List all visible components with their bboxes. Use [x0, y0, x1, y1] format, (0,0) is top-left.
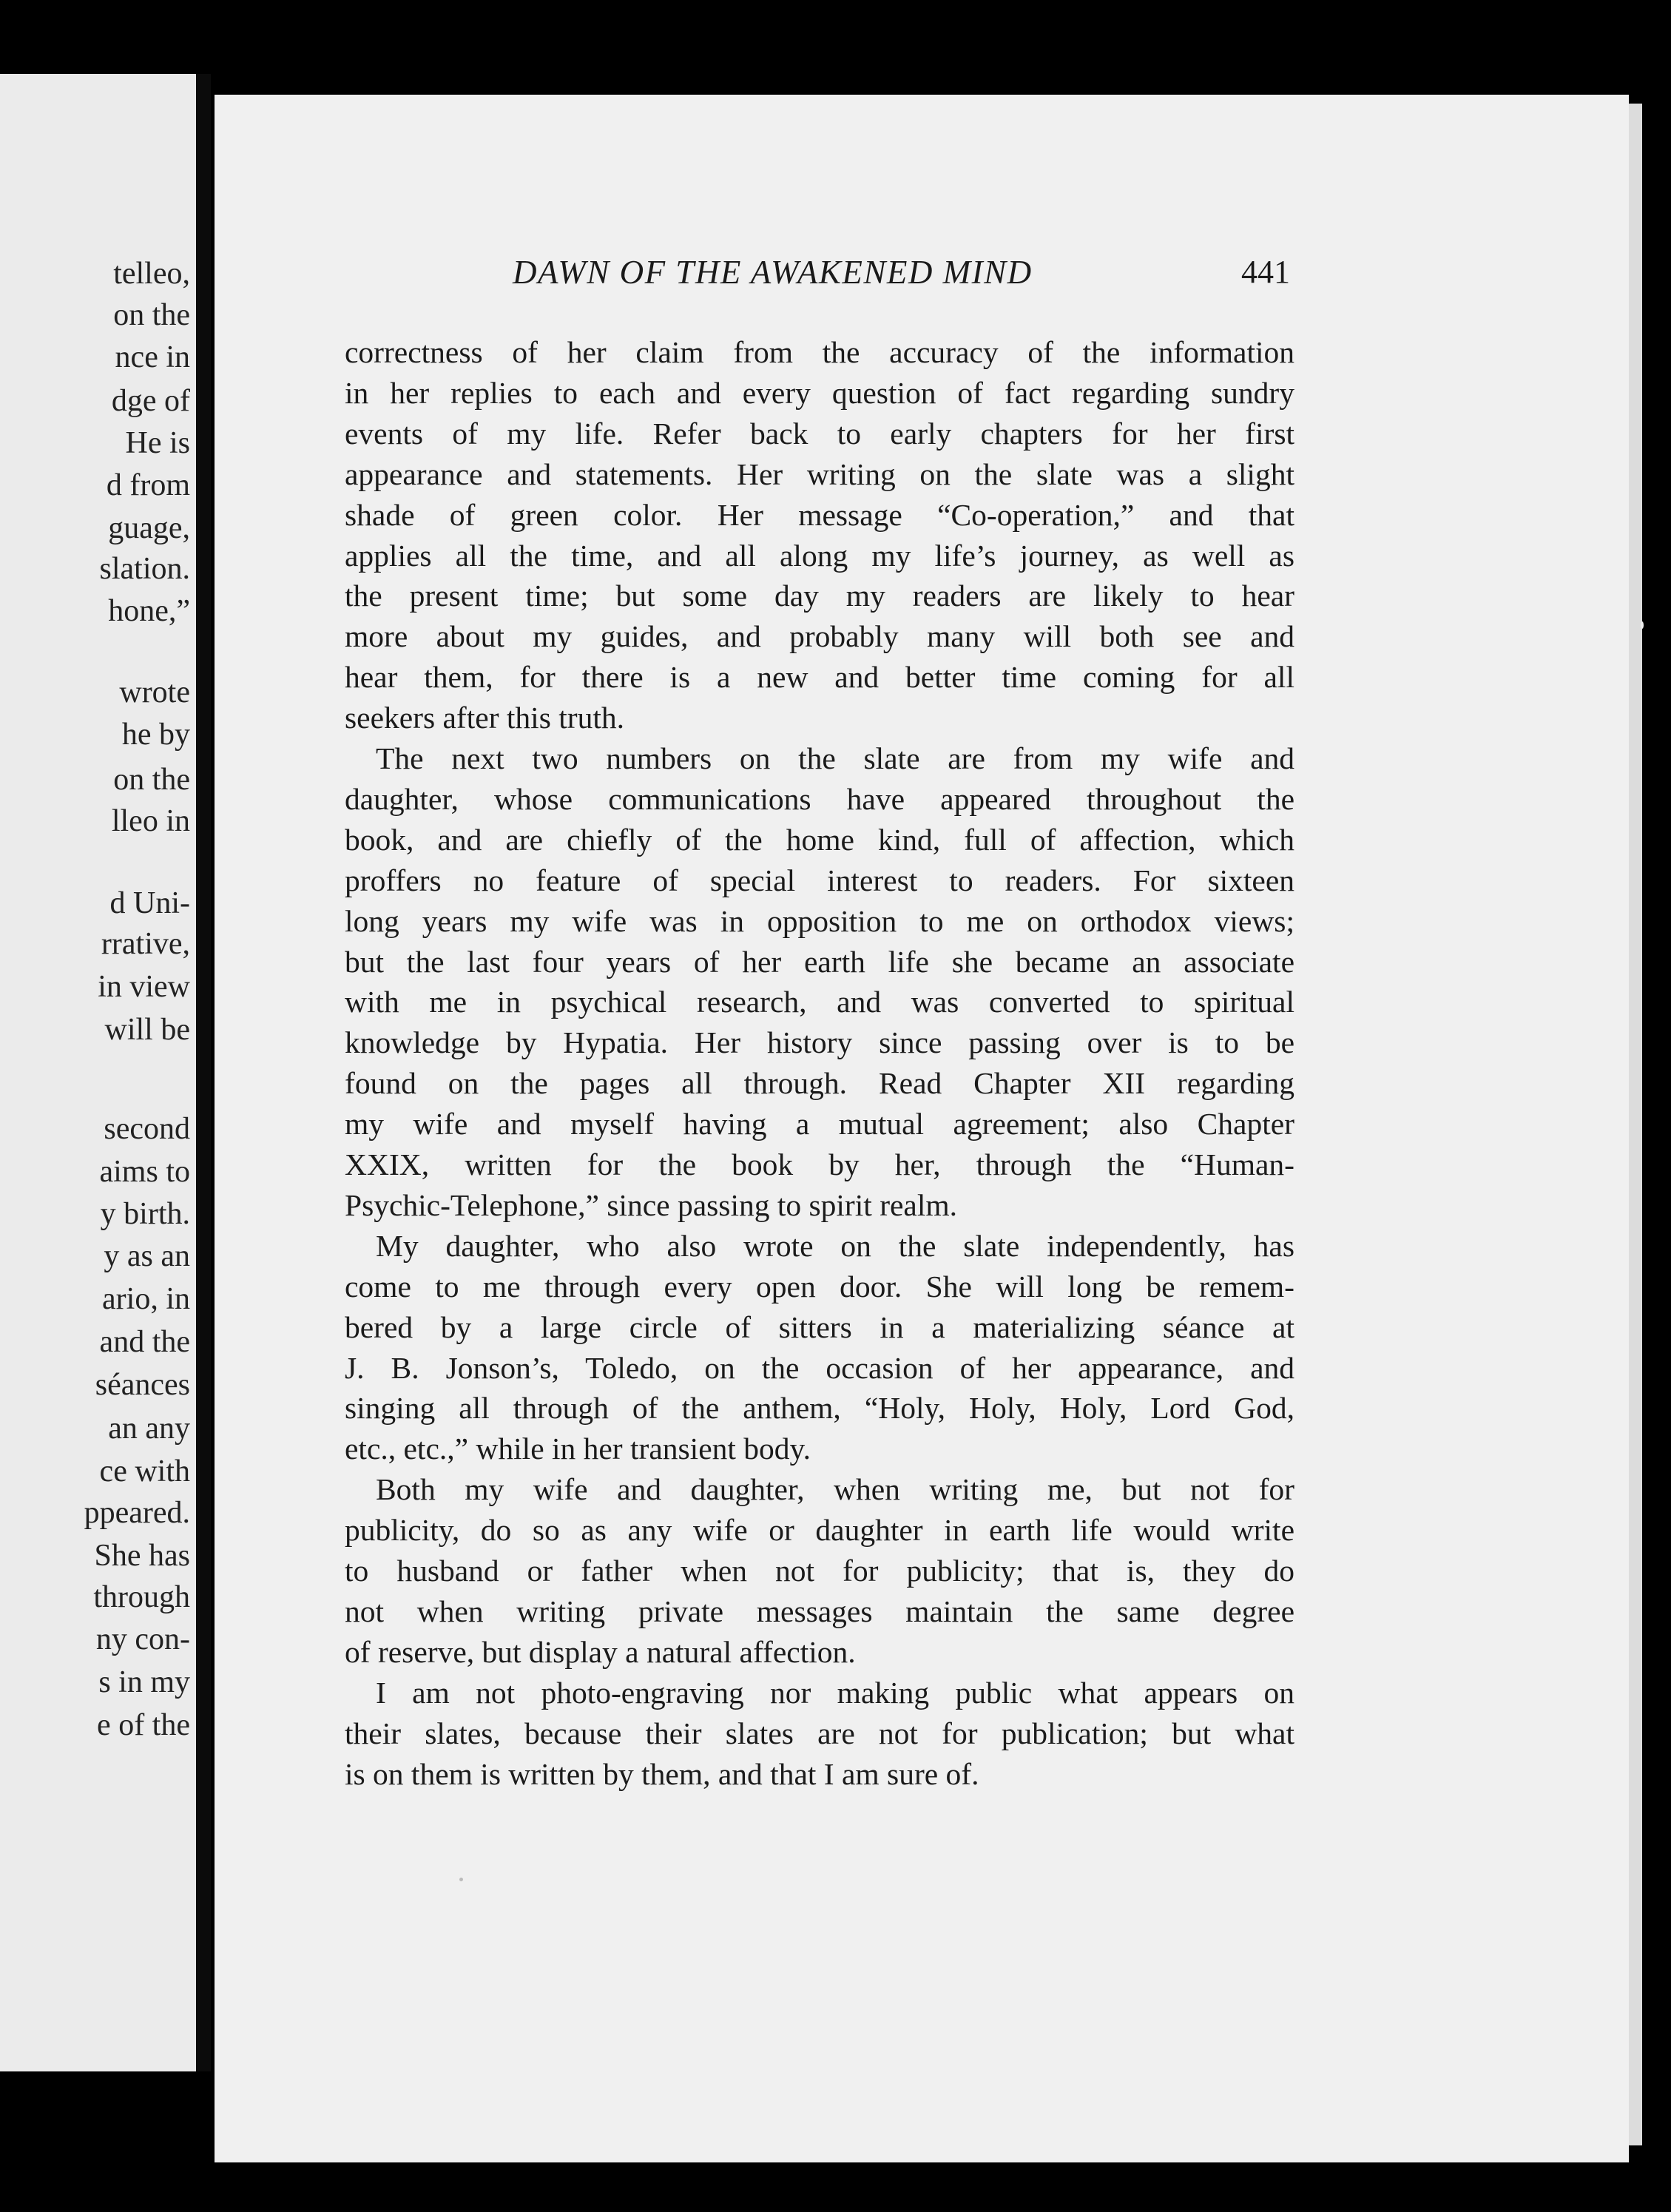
left-page-fragment: dge of [111, 384, 190, 418]
text-line: knowledge by Hypatia. Her history since passing over is to be [345, 1025, 1294, 1060]
text-line: not when writing private messages maintain the same degree [345, 1594, 1294, 1628]
text-line: is on them is written by them, and that I am sure of. [345, 1756, 979, 1791]
left-page-fragment: He is [125, 426, 190, 460]
left-page-fragment: through [93, 1580, 190, 1614]
text-line: The next two numbers on the slate are from my wife and [376, 741, 1294, 775]
text-line: shade of green color. Her message “Co-operation,” and that [345, 497, 1294, 532]
left-page-fragment: e of the [97, 1708, 190, 1742]
text-line: daughter, whose communications have appeared throughout the [345, 781, 1294, 816]
text-line: their slates, because their slates are not for publication; but what [345, 1716, 1294, 1750]
text-line: Both my wife and daughter, when writing me, but not for [376, 1472, 1294, 1507]
text-line: Psychic-Telephone,” since passing to spirit realm. [345, 1187, 958, 1222]
text-line: found on the pages all through. Read Chapter XII regarding [345, 1066, 1294, 1101]
text-line: but the last four years of her earth life she became an associate [345, 944, 1294, 979]
text-line: correctness of her claim from the accuracy of the information [345, 335, 1294, 369]
left-page-fragment: ny con- [95, 1622, 190, 1656]
left-page-fragment: nce in [115, 340, 190, 374]
left-page-fragment: slation. [99, 552, 190, 586]
book-gutter [196, 74, 211, 2071]
left-page-fragment: She has [94, 1539, 190, 1573]
left-page-fragment: he by [121, 718, 190, 752]
right-page-edge [1629, 104, 1642, 2145]
text-line: book, and are chiefly of the home kind, full of affection, which [345, 822, 1294, 857]
left-page-fragment: hone,” [108, 594, 190, 628]
text-line: appearance and statements. Her writing on the slate was a slight [345, 456, 1294, 491]
left-page-fragment: ce with [99, 1454, 190, 1488]
text-line: proffers no feature of special interest to readers. For sixteen [345, 863, 1294, 897]
text-line: long years my wife was in opposition to me on orthodox views; [345, 903, 1294, 938]
text-line: publicity, do so as any wife or daughter in earth life would write [345, 1513, 1294, 1548]
left-page-fragment: lleo in [111, 804, 190, 838]
left-page-fragment: ario, in [102, 1282, 190, 1316]
paper-speck [1641, 621, 1644, 629]
left-page-fragment: ppeared. [84, 1496, 190, 1530]
page-number: 441 [1241, 254, 1290, 290]
text-line: XXIX, written for the book by her, through the “Human- [345, 1147, 1294, 1181]
text-line: bered by a large circle of sitters in a materializing séance at [345, 1309, 1294, 1344]
left-page-fragment: second [104, 1112, 190, 1146]
text-line: events of my life. Refer back to early chapters for her first [345, 416, 1294, 451]
left-page-fragment: wrote [119, 675, 190, 709]
left-page-fragment: telleo, [113, 257, 190, 291]
left-page-fragment: an any [108, 1412, 190, 1446]
left-page-fragment: d Uni- [109, 886, 190, 920]
left-page-fragment: in view [98, 970, 190, 1004]
left-page-fragment: rrative, [101, 927, 190, 961]
text-line: etc., etc.,” while in her transient body. [345, 1432, 811, 1466]
text-line: seekers after this truth. [345, 701, 624, 735]
left-page-edge [0, 74, 196, 2071]
left-page-fragment: y as an [104, 1239, 190, 1273]
text-line: singing all through of the anthem, “Holy, Holy, Holy, Lord God, [345, 1391, 1294, 1426]
paper-speck [459, 1878, 463, 1881]
left-page-fragment: d from [106, 468, 190, 502]
left-page-fragment: aims to [99, 1155, 190, 1189]
text-line: I am not photo-engraving nor making public what appears on [376, 1675, 1294, 1710]
running-head: DAWN OF THE AWAKENED MIND [513, 254, 1033, 291]
text-line: the present time; but some day my readers are likely to hear [345, 579, 1294, 613]
left-page-fragment: séances [95, 1368, 190, 1402]
text-line: in her replies to each and every question of fact regarding sundry [345, 375, 1294, 410]
left-page-fragment: y birth. [100, 1197, 190, 1231]
text-line: applies all the time, and all along my life’s journey, as well as [345, 538, 1294, 573]
text-line: with me in psychical research, and was converted to spiritual [345, 985, 1294, 1019]
text-line: more about my guides, and probably many will both see and [345, 619, 1294, 654]
text-line: hear them, for there is a new and better time coming for all [345, 660, 1294, 695]
text-line: come to me through every open door. She will long be remem- [345, 1269, 1294, 1304]
text-line: of reserve, but display a natural affection. [345, 1634, 856, 1669]
left-page-fragment: will be [104, 1013, 190, 1047]
text-line: my wife and myself having a mutual agreement; also Chapter [345, 1107, 1294, 1142]
left-page-fragment: and the [99, 1325, 190, 1359]
left-page-fragment: s in my [98, 1665, 190, 1699]
text-line: to husband or father when not for publicity; that is, they do [345, 1554, 1294, 1588]
text-line: My daughter, who also wrote on the slate independently, has [376, 1228, 1294, 1263]
left-page-fragment: on the [113, 298, 190, 332]
text-line: J. B. Jonson’s, Toledo, on the occasion of her appearance, and [345, 1350, 1294, 1385]
left-page-fragment: guage, [108, 511, 190, 545]
left-page-fragment: on the [113, 763, 190, 797]
